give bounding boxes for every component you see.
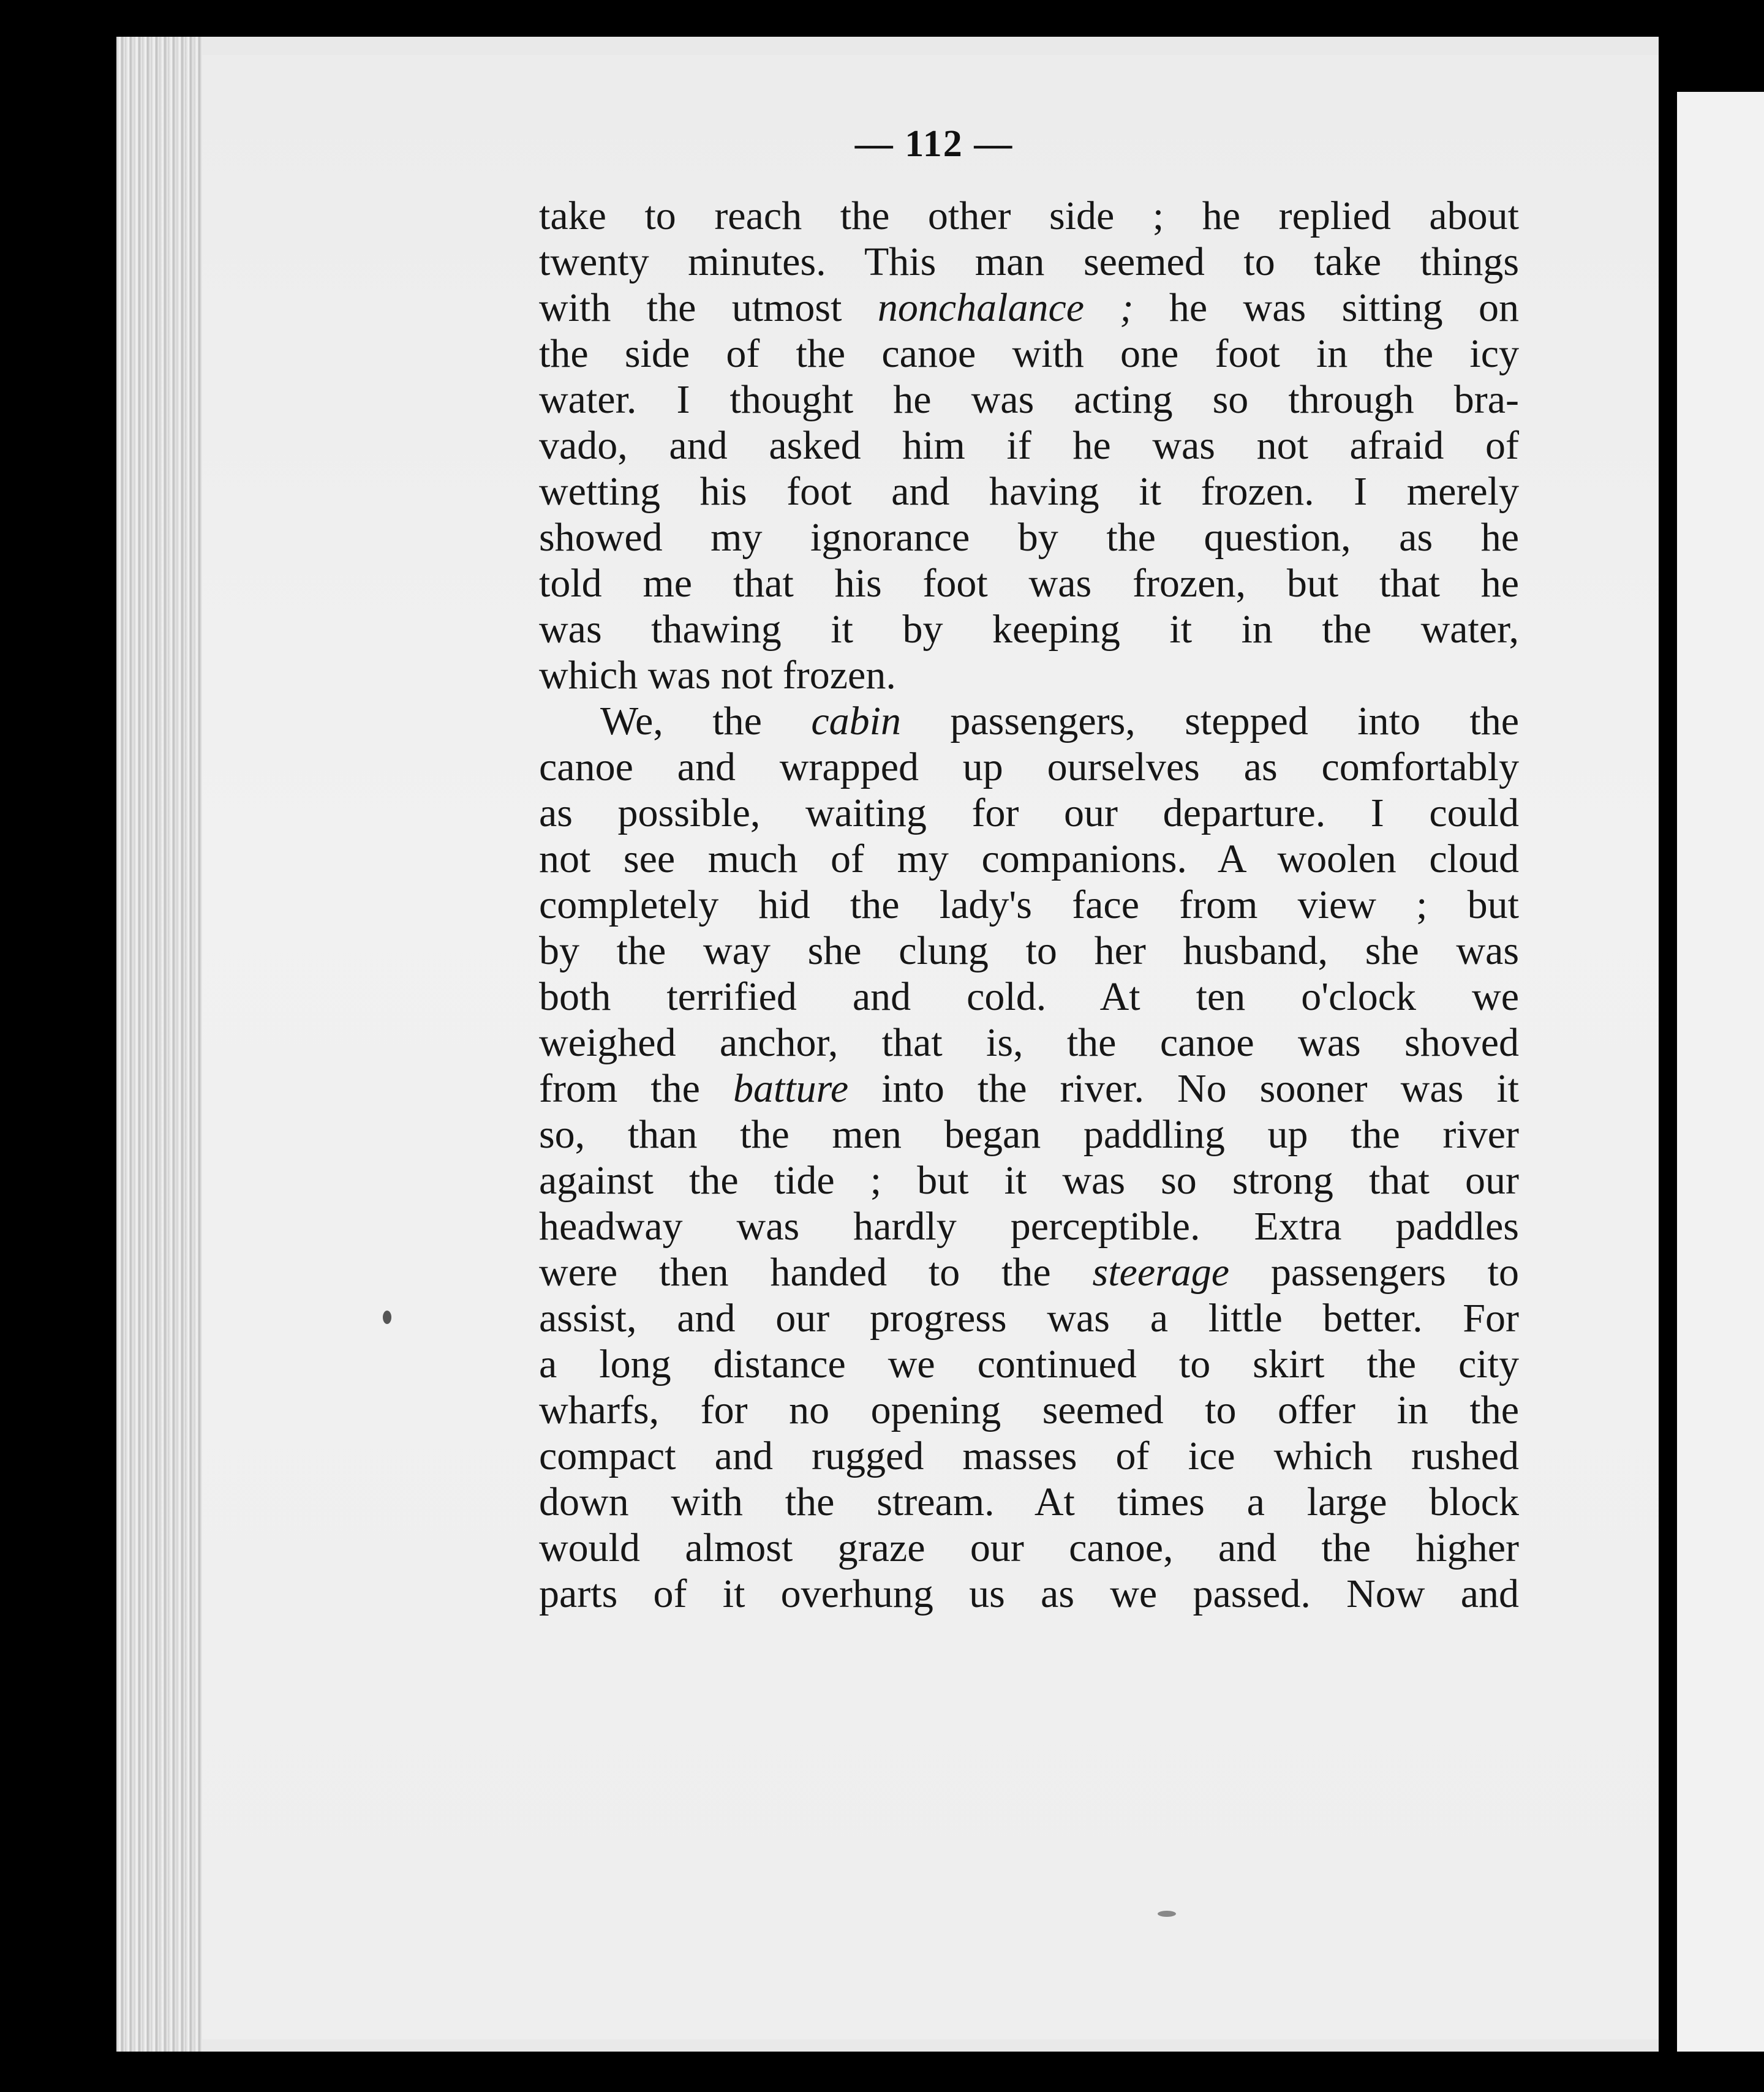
text-line: down with the stream. At times a large block xyxy=(539,1480,1519,1524)
text-line: by the way she clung to her husband, she was xyxy=(539,928,1519,973)
text-line: as possible, waiting for our departure. I could xyxy=(539,791,1519,835)
text-line: showed my ignorance by the question, as he xyxy=(539,515,1519,560)
text-line: twenty minutes. This man seemed to take things xyxy=(539,239,1519,284)
text-line: were then handed to the steerage passengers to xyxy=(539,1250,1519,1295)
text-line: take to reach the other side ; he replied about xyxy=(539,194,1519,238)
scan-speck xyxy=(1158,1911,1176,1917)
page-number: — 112 — xyxy=(854,123,1014,165)
text-line: assist, and our progress was a little better. For xyxy=(539,1296,1519,1341)
scan-speck xyxy=(383,1311,391,1324)
text-line: We, the cabin passengers, stepped into the xyxy=(600,699,1520,743)
binding-gutter xyxy=(1659,37,1677,2058)
text-line: both terrified and cold. At ten o'clock we xyxy=(539,974,1519,1019)
page-edges xyxy=(116,37,202,2052)
text-line: completely hid the lady's face from view ; but xyxy=(539,882,1519,927)
text-line: weighed anchor, that is, the canoe was shoved xyxy=(539,1020,1519,1065)
text-line: parts of it overhung us as we passed. Now and xyxy=(539,1571,1519,1616)
text-line: told me that his foot was frozen, but that he xyxy=(539,561,1519,606)
facing-page-edge xyxy=(1677,92,1764,2052)
text-line: headway was hardly perceptible. Extra paddles xyxy=(539,1204,1519,1249)
text-line: water. I thought he was acting so through bra- xyxy=(539,377,1519,422)
body-text xyxy=(539,193,1519,1617)
text-line: not see much of my companions. A woolen cloud xyxy=(539,837,1519,881)
text-line: wharfs, for no opening seemed to offer in the xyxy=(539,1388,1519,1432)
text-line: wetting his foot and having it frozen. I merely xyxy=(539,469,1519,514)
text-line: a long distance we continued to skirt the city xyxy=(539,1342,1519,1387)
text-line: which was not frozen. xyxy=(539,653,896,698)
text-line: was thawing it by keeping it in the water, xyxy=(539,607,1519,652)
text-line: from the batture into the river. No sooner was it xyxy=(539,1066,1519,1111)
text-line: vado, and asked him if he was not afraid of xyxy=(539,423,1519,468)
text-line: compact and rugged masses of ice which rushed xyxy=(539,1434,1519,1478)
text-line: so, than the men began paddling up the river xyxy=(539,1112,1519,1157)
text-line: canoe and wrapped up ourselves as comfortably xyxy=(539,745,1519,789)
text-line: with the utmost nonchalance ; he was sitting on xyxy=(539,285,1519,330)
text-line: the side of the canoe with one foot in the icy xyxy=(539,331,1519,376)
text-line: would almost graze our canoe, and the higher xyxy=(539,1526,1519,1570)
text-line: against the tide ; but it was so strong that our xyxy=(539,1158,1519,1203)
